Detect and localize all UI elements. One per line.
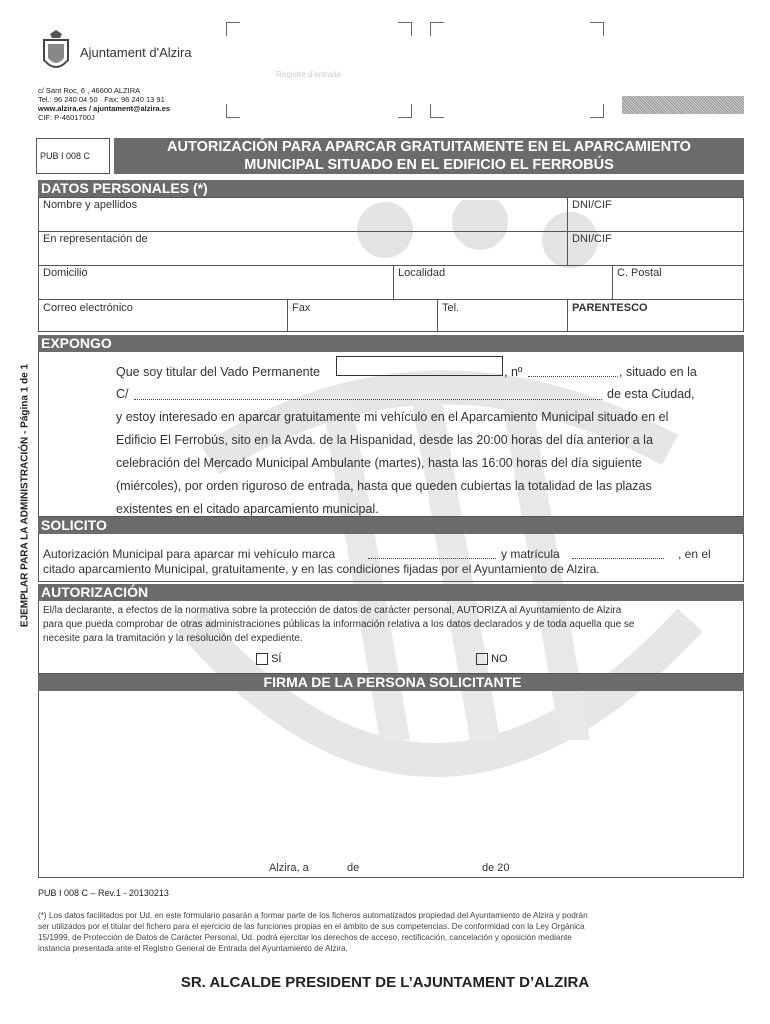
si-option[interactable] [256,653,281,665]
no-checkbox[interactable] [476,653,488,665]
fax-field[interactable]: Fax [292,302,311,314]
expongo-heading: EXPONGO [38,335,744,352]
row-line-1 [38,231,744,232]
registry-corner-bl [226,104,240,118]
registry-label: Registre d'entrada [276,70,342,79]
shield-logo-icon [36,30,76,76]
si-label: SÍ [271,653,282,665]
si-checkbox[interactable] [256,653,268,665]
tel-field[interactable]: Tel. [442,302,460,314]
footnote-line4: instancia presentada ante el Registro General de Entrada del Ayuntamiento de Alzira. [38,944,348,953]
parentesco-field[interactable]: PARENTESCO [572,302,648,314]
revision-code: PUB I 008 C – Rev.1 - 20130213 [38,888,169,898]
expongo-line2-b: de esta Ciudad, [607,387,695,401]
col-line-cp [612,265,613,299]
col-line-fax [287,299,288,332]
footnote-line3: 15/1999, de Protección de Datos de Carácter Personal, Ud. podrá ejercitar los derechos de acceso, rectificación, cancelación y oposición mediante [38,933,572,942]
registry-corner-tr [398,22,412,36]
footnote-line1: (*) Los datos facilitados por Ud. en este formulario pasarán a formar parte de los ficheros automatizados propiedad del Ayuntamiento de Alzira y podrán [38,911,588,920]
cif: CIF: P-4601700J [38,113,95,122]
addressee: SR. ALCALDE PRESIDENT DE L’AJUNTAMENT D’ALZIRA [180,974,590,991]
col-line-tel [437,299,438,332]
expongo-line1-a: Que soy titular del Vado Permanente [116,365,321,379]
representacion-field[interactable]: En representación de [43,233,148,245]
form-title-line2: MUNICIPAL SITUADO EN EL EDIFICIO EL FERROBÚS [244,157,614,173]
autorizacion-line2: para que pueda comprobar de otras administraciones públicas la información relativa a los datos declarados y de toda aquella que se [43,619,635,630]
domicilio-field[interactable]: Domicilio [43,267,88,279]
cpostal-field[interactable]: C. Postal [617,267,662,279]
footnote-line2: ser utilizados por el titular del fichero para el ejercicio de las funciones propias en el ámbito de sus competencias. De conformidad con la Ley Orgánica [38,922,585,931]
col-line-localidad [393,265,394,299]
nombre-field[interactable]: Nombre y apellidos [43,199,138,211]
registry-corner-tr2 [590,22,604,36]
expongo-line1-b: , nº [504,365,523,379]
expongo-line7: existentes en el citado aparcamiento municipal. [116,502,379,516]
expongo-line1-c: , situado en la [619,365,697,379]
form-title-line1: AUTORIZACIÓN PARA APARCAR GRATUITAMENTE EN EL APARCAMIENTO [167,139,691,155]
registry-corner-br [398,104,412,118]
firma-place: Alzira, a [269,862,309,874]
phone: Tel.: 96 240 04 50 · Fax: 96 240 13 91 [38,95,165,104]
col-line-par [567,299,568,332]
expongo-line6: (miércoles), por orden riguroso de entrada, hasta que queden cubiertas la totalidad de las plazas [116,479,652,493]
solicito-line1-c: , en el [678,547,711,561]
dni-field-1[interactable]: DNI/CIF [572,199,612,211]
vado-input[interactable] [336,356,503,376]
row-line-2 [38,265,744,266]
address: c/ Sant Roc, 6 , 46600 ALZIRA [38,86,141,95]
col-line-dni2 [567,231,568,265]
firma-de-1: de [347,862,360,874]
correo-field[interactable]: Correo electrónico [43,302,133,314]
localidad-field[interactable]: Localidad [398,267,446,279]
datos-heading: DATOS PERSONALES (*) [38,180,744,197]
solicito-line1-b: y matrícula [501,547,560,561]
firma-de-2: de 20 [482,862,510,874]
barcode-area [622,96,744,114]
solicito-heading: SOLICITO [38,517,744,534]
web: www.alzira.es / ajuntament@alzira.es [38,104,171,113]
autorizacion-line1: El/la declarante, a efectos de la normativa sobre la protección de datos de carácter personal, AUTORIZA al Ayuntamiento de Alzira [43,605,622,616]
registry-corner-bl2 [430,104,444,118]
org-name: Ajuntament d'Alzira [80,45,192,60]
expongo-line4: Edificio El Ferrobús, sito en la Avda. de la Hispanidad, desde las 20:00 horas del día anterior a la [116,433,653,447]
numero-input[interactable] [528,376,618,377]
autorizacion-heading: AUTORIZACIÓN [38,584,744,601]
solicito-line2: citado aparcamiento Municipal, gratuitamente, y en las condiciones fijadas por el Ayuntamiento de Alzira. [43,562,600,576]
registry-corner-tl2 [430,22,444,36]
solicito-line1-a: Autorización Municipal para aparcar mi vehículo marca [43,547,336,561]
form-code: PUB I 008 C [40,151,91,161]
matricula-input[interactable] [572,558,664,559]
no-option[interactable] [476,653,508,665]
marca-input[interactable] [368,558,496,559]
expongo-line3: y estoy interesado en aparcar gratuitamente mi vehículo en el Aparcamiento Municipal situado en el [116,410,669,424]
col-line-dni1 [567,197,568,231]
registry-corner-tl [226,22,240,36]
dni-field-2[interactable]: DNI/CIF [572,233,612,245]
expongo-line5: celebración del Mercado Municipal Ambulante (martes), hasta las 16:00 horas del día siguiente [116,456,642,470]
firma-area[interactable] [38,691,744,878]
autorizacion-line3: necesite para la tramitación y la resolución del expediente. [43,633,303,644]
row-line-3 [38,299,744,300]
calle-input[interactable] [134,399,602,400]
firma-heading: FIRMA DE LA PERSONA SOLICITANTE [38,674,744,691]
registry-corner-br2 [590,104,604,118]
no-label: NO [491,653,508,665]
expongo-line2-a: C/ [116,387,129,401]
side-copy-note: EJEMPLAR PARA LA ADMINISTRACIÓN - Página 1 de 1 [19,363,31,628]
